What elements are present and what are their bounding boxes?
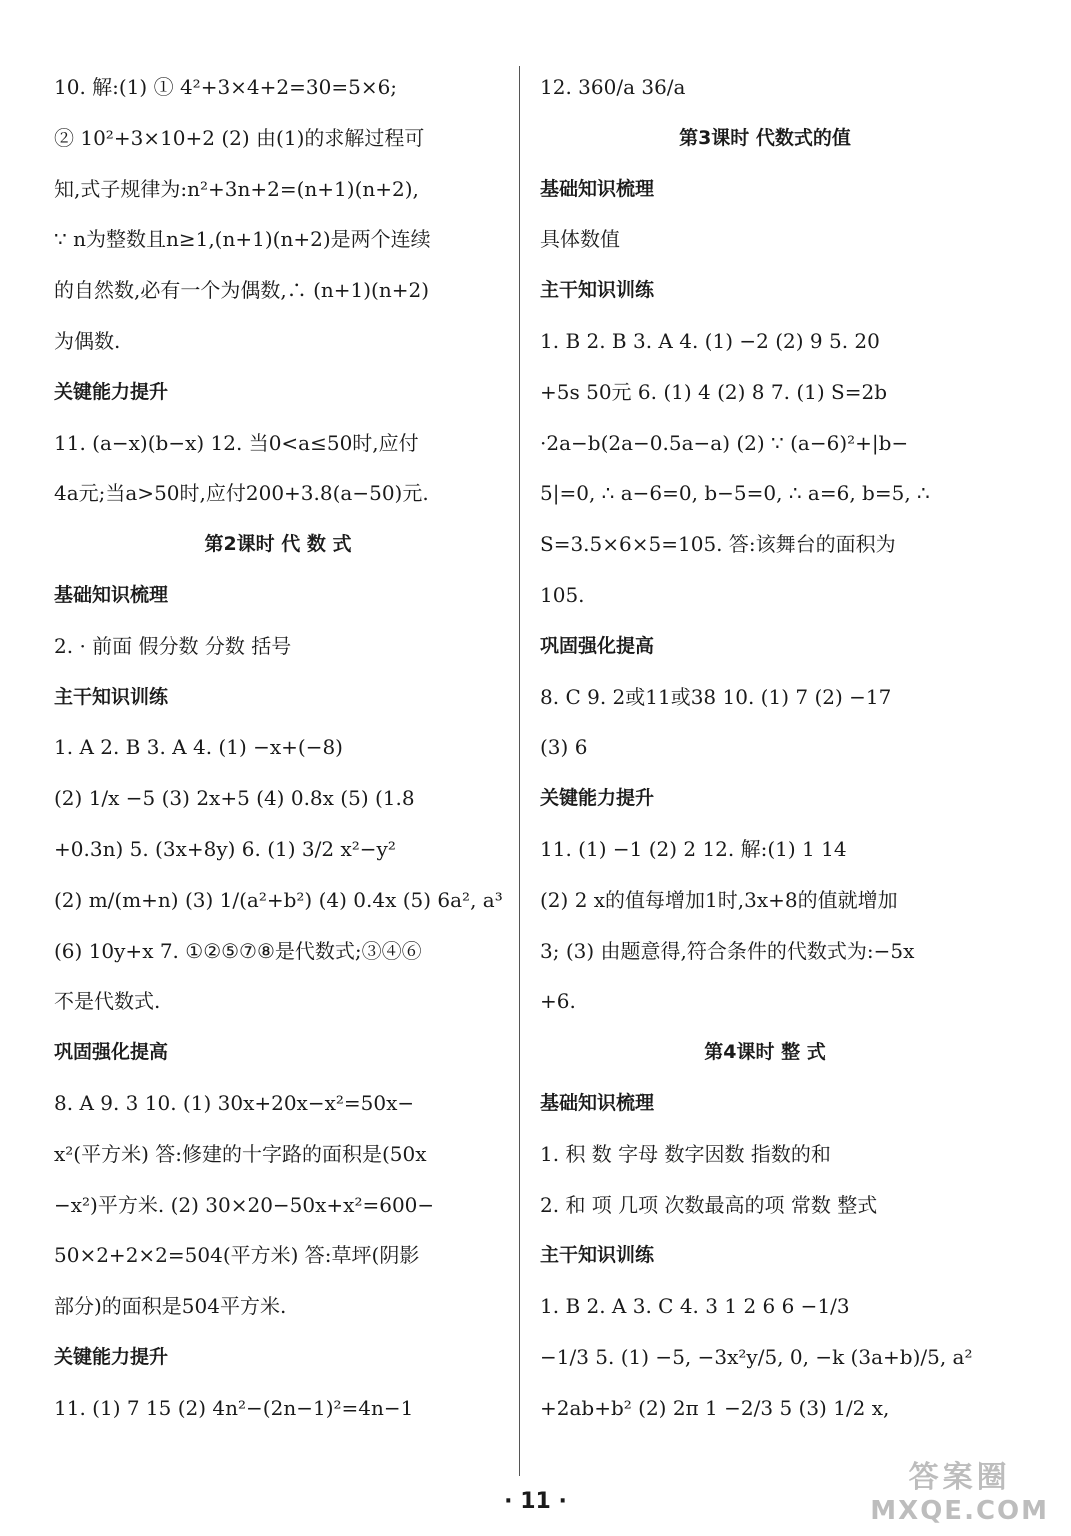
answer-line: +0.3n) 5. (3x+8y) 6. (1) 3/2 x²−y²: [54, 836, 396, 861]
answer-line: 2. 和 项 几项 次数最高的项 常数 整式: [540, 1192, 878, 1217]
right-column: [540, 62, 990, 1434]
answer-line: 的自然数,必有一个为偶数,∴ (n+1)(n+2): [54, 278, 430, 303]
answer-line: 1. B 2. A 3. C 4. 3 1 2 6 6 −1/3: [540, 1294, 850, 1319]
section-heading: 巩固强化提高: [54, 1041, 169, 1064]
answer-line: 11. (a−x)(b−x) 12. 当0<a≤50时,应付: [54, 430, 419, 455]
answer-line: 3; (3) 由题意得,符合条件的代数式为:−5x: [540, 938, 915, 963]
answer-line: 具体数值: [540, 227, 620, 252]
answer-line: +5s 50元 6. (1) 4 (2) 8 7. (1) S=2b: [540, 379, 888, 404]
lesson-title: 第3课时 代数式的值: [679, 126, 851, 149]
answer-line: (6) 10y+x 7. ①②⑤⑦⑧是代数式;③④⑥: [54, 938, 422, 963]
answer-line: +2ab+b² (2) 2π 1 −2/3 5 (3) 1/2 x,: [540, 1395, 890, 1420]
answer-line: 1. A 2. B 3. A 4. (1) −x+(−8): [54, 735, 343, 760]
answer-line: ·2a−b(2a−0.5a−a) (2) ∵ (a−6)²+|b−: [540, 430, 909, 455]
answer-line: (3) 6: [540, 735, 588, 760]
section-heading: 基础知识梳理: [540, 177, 655, 200]
answer-line: −1/3 5. (1) −5, −3x²y/5, 0, −k (3a+b)/5, a²: [540, 1344, 973, 1369]
answer-line: 12. 360/a 36/a: [540, 75, 686, 99]
section-heading: 巩固强化提高: [540, 634, 655, 657]
left-column: [54, 62, 502, 1434]
section-heading: 主干知识训练: [54, 685, 169, 708]
section-heading: 主干知识训练: [540, 279, 655, 302]
answer-line: x²(平方米) 答:修建的十字路的面积是(50x: [54, 1141, 427, 1166]
lesson-title: 第2课时 代 数 式: [204, 533, 352, 556]
answer-line: 11. (1) 7 15 (2) 4n²−(2n−1)²=4n−1: [54, 1395, 414, 1420]
answer-line: 10. 解:(1) ① 4²+3×4+2=30=5×6;: [54, 75, 398, 99]
answer-line: 不是代数式.: [54, 989, 161, 1014]
section-heading: 关键能力提升: [54, 380, 169, 403]
answer-line: 8. C 9. 2或11或38 10. (1) 7 (2) −17: [540, 684, 892, 709]
section-heading: 关键能力提升: [54, 1345, 169, 1368]
answer-line: 2. · 前面 假分数 分数 括号: [54, 633, 292, 658]
watermark-text-top: 答案圈: [908, 1460, 1011, 1495]
answer-line: 1. 积 数 字母 数字因数 指数的和: [540, 1141, 831, 1166]
answer-line: (2) m/(m+n) (3) 1/(a²+b²) (4) 0.4x (5) 6a², a³: [54, 887, 503, 912]
answer-line: 11. (1) −1 (2) 2 12. 解:(1) 1 14: [540, 836, 847, 861]
answer-line: (2) 1/x −5 (3) 2x+5 (4) 0.8x (5) (1.8: [54, 786, 415, 811]
lesson-title: 第4课时 整 式: [704, 1041, 826, 1064]
answer-line: −x²)平方米. (2) 30×20−50x+x²=600−: [54, 1192, 435, 1217]
section-heading: 基础知识梳理: [54, 583, 169, 606]
answer-line: ② 10²+3×10+2 (2) 由(1)的求解过程可: [54, 125, 425, 150]
watermark-logo: [870, 1452, 1049, 1526]
answer-line: 知,式子规律为:n²+3n+2=(n+1)(n+2),: [54, 176, 419, 201]
answer-line: +6.: [540, 989, 576, 1014]
section-heading: 基础知识梳理: [540, 1091, 655, 1114]
answer-line: S=3.5×6×5=105. 答:该舞台的面积为: [540, 532, 896, 557]
answer-line: 1. B 2. B 3. A 4. (1) −2 (2) 9 5. 20: [540, 328, 880, 353]
answer-line: 105.: [540, 582, 585, 607]
column-divider: [519, 66, 520, 1476]
watermark-text-bottom: MXQE.COM: [870, 1496, 1049, 1526]
section-heading: 关键能力提升: [540, 787, 655, 810]
answer-line: 4a元;当a>50时,应付200+3.8(a−50)元.: [54, 481, 429, 506]
section-heading: 主干知识训练: [540, 1244, 655, 1267]
answer-line: 为偶数.: [54, 328, 121, 353]
answer-line: ∵ n为整数且n≥1,(n+1)(n+2)是两个连续: [54, 227, 431, 252]
answer-line: 8. A 9. 3 10. (1) 30x+20x−x²=50x−: [54, 1090, 415, 1115]
answer-line: (2) 2 x的值每增加1时,3x+8的值就增加: [540, 887, 898, 912]
page-number: · 11 ·: [504, 1489, 567, 1514]
answer-line: 5|=0, ∴ a−6=0, b−5=0, ∴ a=6, b=5, ∴: [540, 481, 930, 506]
answer-line: 50×2+2×2=504(平方米) 答:草坪(阴影: [54, 1243, 420, 1268]
answer-line: 部分)的面积是504平方米.: [54, 1294, 287, 1319]
